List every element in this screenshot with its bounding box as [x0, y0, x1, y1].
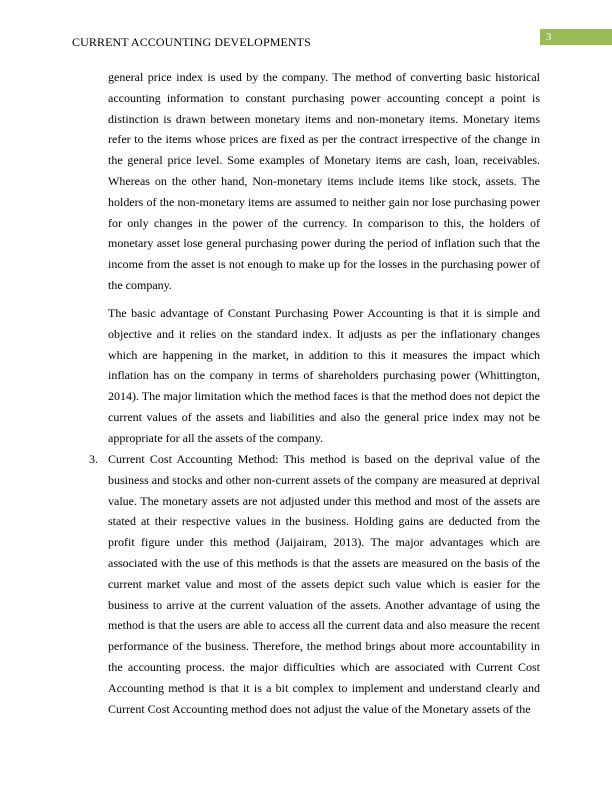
- list-item-number: 3.: [89, 452, 98, 466]
- body-paragraph: The basic advantage of Constant Purchasing Power Accounting is that it is simple and objective and it relies on the standard index. It adjusts as per the inflationary changes which are happening in the market, in addition to this it measures the impact which inflation has on the company in terms of shareholders purchasing power (Whittington, 2014). The major limitation which the method faces is that the method does not depict the current values of the assets and liabilities and also the general price index may not be appropriate for all the assets of the company.: [108, 306, 540, 445]
- list-item-text: Current Cost Accounting Method: This method is based on the deprival value of the business and stocks and other non-current assets of the company are measured at deprival value. The monetary assets are not adjusted under this method and most of the assets are stated at their respective values in the business. Holding gains are deducted from the profit figure under this method (Jaijairam, 2013). The major advantages which are associated with the use of this methods is that the assets are measured on the basis of the current market value and most of the assets depict such value which is easier for the business to arrive at the current valuation of the assets. Another advantage of using the method is that the users are able to access all the current data and also measure the recent performance of the business. Therefore, the method brings about more accountability in the accounting process. the major difficulties which are associated with Current Cost Accounting method is that it is a bit complex to implement and understand clearly and Current Cost Accounting method does not adjust the value of the Monetary assets of the: [108, 452, 540, 716]
- body-paragraph: general price index is used by the company. The method of converting basic historical accounting information to constant purchasing power accounting concept a point is distinction is drawn between monetary items and non-monetary items. Monetary items refer to the items whose prices are fixed as per the contract irrespective of the change in the general price level. Some examples of Monetary items are cash, loan, receivables. Whereas on the other hand, Non-monetary items include items like stock, assets. The holders of the non-monetary items are assumed to neither gain nor lose purchasing power for only changes in the power of the currency. In comparison to this, the holders of monetary asset lose general purchasing power during the period of inflation such that the income from the asset is not enough to make up for the losses in the purchasing power of the company.: [108, 70, 540, 292]
- running-header-title: CURRENT ACCOUNTING DEVELOPMENTS: [72, 35, 311, 49]
- page-number-badge: 3: [540, 29, 612, 45]
